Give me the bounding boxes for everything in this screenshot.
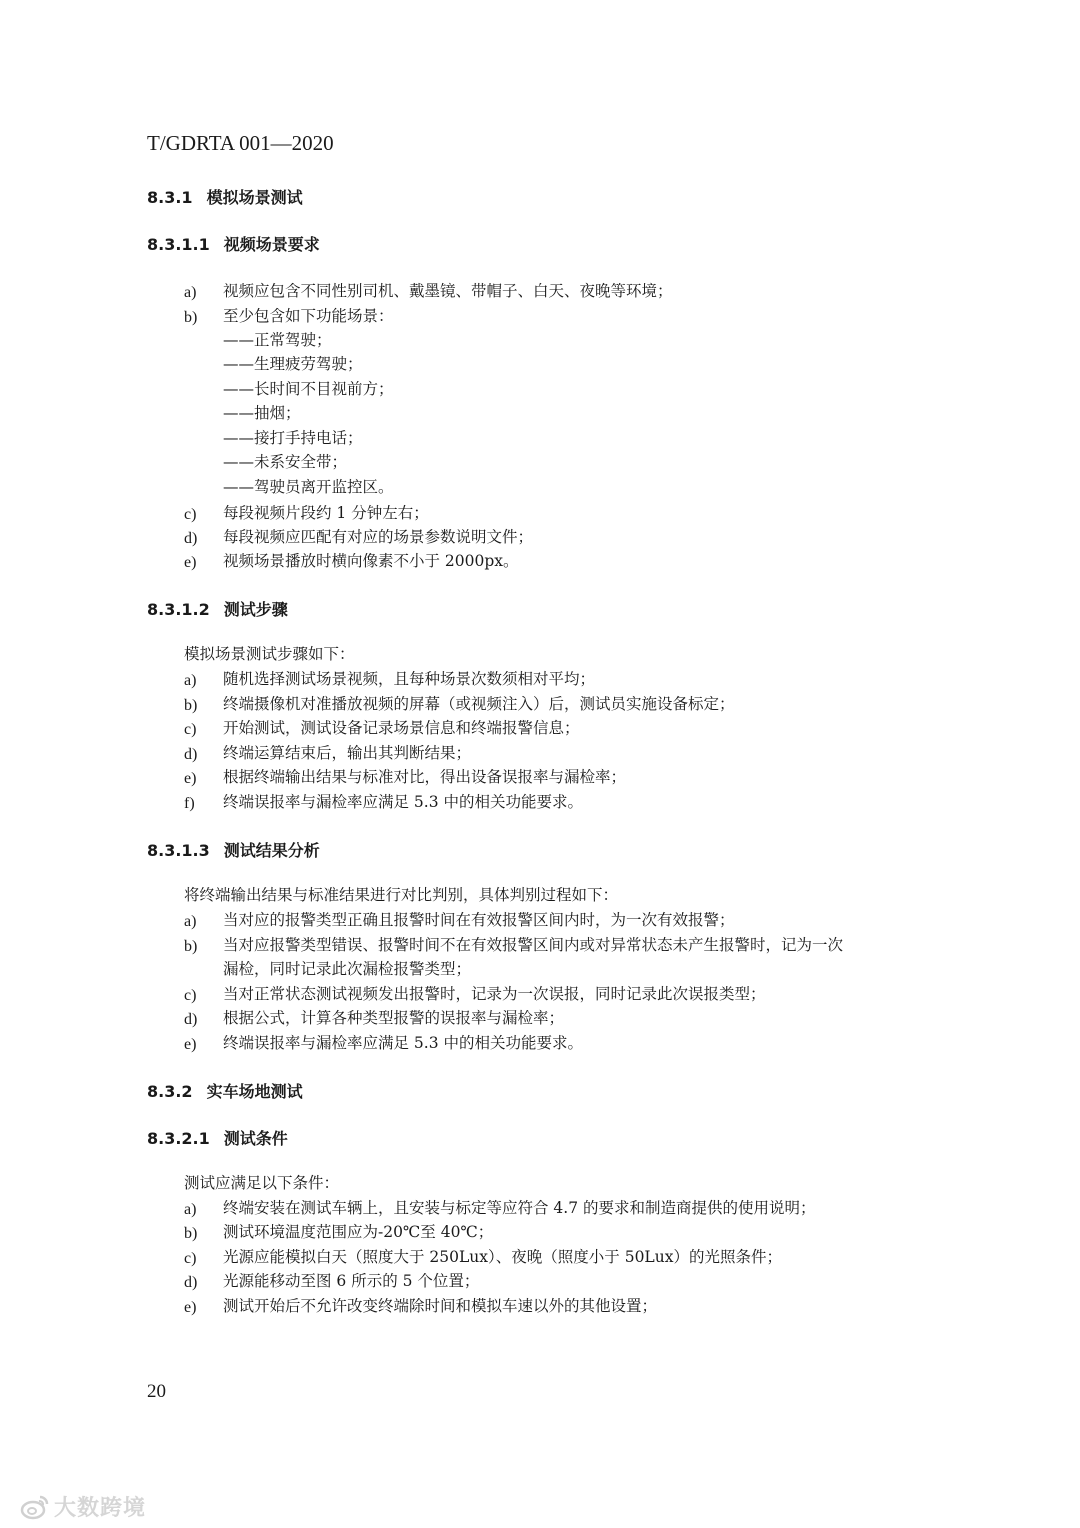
section-number: 8.3.1.3 [147, 841, 210, 860]
list-item-text: 当对正常状态测试视频发出报警时，记录为一次误报，同时记录此次误报类型； [223, 985, 766, 1003]
list-item-label: e) [184, 770, 197, 787]
list-item-label: c) [184, 506, 197, 523]
list-item-label: e) [184, 1299, 197, 1316]
watermark-text: 大数跨境 [54, 1496, 147, 1521]
section-heading-8-3-2-1 [147, 1131, 288, 1147]
list-item-text: 视频应包含不同性别司机、戴墨镜、带帽子、白天、夜晚等环境； [223, 282, 673, 300]
list-item-label: f) [184, 795, 195, 812]
list-item-text: 开始测试，测试设备记录场景信息和终端报警信息； [223, 719, 580, 737]
list-item-text: 测试开始后不允许改变终端除时间和模拟车速以外的其他设置； [223, 1297, 658, 1315]
watermark [20, 1491, 146, 1522]
list-item-text: 光源能移动至图 6 所示的 5 个位置； [223, 1272, 480, 1290]
list-item-text: 当对应的报警类型正确且报警时间在有效报警区间内时，为一次有效报警； [223, 911, 735, 929]
list-item-text: 终端误报率与漏检率应满足 5.3 中的相关功能要求。 [223, 793, 584, 811]
list-item-text: 每段视频应匹配有对应的场景参数说明文件； [223, 528, 534, 546]
list-item-label: a) [184, 672, 197, 689]
section-title: 测试结果分析 [223, 841, 320, 860]
list-item-label: c) [184, 1250, 197, 1267]
list-item-label: d) [184, 1011, 198, 1028]
list-item-text: 根据终端输出结果与标准对比，得出设备误报率与漏检率； [223, 768, 627, 786]
section-title: 模拟场景测试 [206, 188, 303, 207]
dash-list-item: ——生理疲劳驾驶； [223, 355, 363, 373]
section-number: 8.3.1 [147, 188, 193, 207]
list-item-text: 每段视频片段约 1 分钟左右； [223, 504, 429, 522]
list-item-label: d) [184, 1274, 198, 1291]
weibo-logo-icon [20, 1494, 50, 1520]
paragraph: 模拟场景测试步骤如下： [184, 645, 355, 663]
list-item-text: 随机选择测试场景视频，且每种场景次数须相对平均； [223, 670, 596, 688]
dash-list-item: ——抽烟； [223, 404, 301, 422]
section-title: 实车场地测试 [206, 1082, 303, 1101]
section-number: 8.3.2 [147, 1082, 193, 1101]
list-item-text: 当对应报警类型错误、报警时间不在有效报警区间内或对异常状态未产生报警时，记为一次 [223, 936, 844, 954]
list-item-text: 终端安装在测试车辆上，且安装与标定等应符合 4.7 的要求和制造商提供的使用说明； [223, 1199, 816, 1217]
section-title: 视频场景要求 [223, 235, 320, 254]
section-heading-8-3-1-1 [147, 237, 320, 253]
list-item-label: e) [184, 1036, 197, 1053]
section-number: 8.3.1.1 [147, 235, 210, 254]
section-number: 8.3.2.1 [147, 1129, 210, 1148]
list-item-label: b) [184, 697, 198, 714]
paragraph: 将终端输出结果与标准结果进行对比判别，具体判别过程如下： [184, 886, 619, 904]
dash-list-item: ——长时间不目视前方； [223, 380, 394, 398]
list-item-text: 测试环境温度范围应为-20℃至 40℃； [223, 1223, 494, 1241]
list-item-text: 至少包含如下功能场景： [223, 307, 394, 325]
dash-list-item: ——未系安全带； [223, 453, 348, 471]
list-item-label: c) [184, 987, 197, 1004]
list-item-text: 视频场景播放时横向像素不小于 2000px。 [223, 552, 519, 570]
dash-list-item: ——正常驾驶； [223, 331, 332, 349]
section-heading-8-3-1 [147, 190, 303, 206]
list-item-label: a) [184, 284, 197, 301]
list-item-label: a) [184, 913, 197, 930]
list-item-label: b) [184, 1225, 198, 1242]
list-item-text: 光源应能模拟白天（照度大于 250Lux）、夜晚（照度小于 50Lux）的光照条件； [223, 1248, 782, 1266]
list-item-continuation: 漏检，同时记录此次漏检报警类型； [223, 960, 472, 978]
list-item-label: e) [184, 554, 197, 571]
list-item-text: 终端运算结束后，输出其判断结果； [223, 744, 472, 762]
paragraph: 测试应满足以下条件： [184, 1174, 340, 1192]
list-item-label: d) [184, 530, 198, 547]
list-item-text: 终端摄像机对准播放视频的屏幕（或视频注入）后，测试员实施设备标定； [223, 695, 735, 713]
list-item-label: b) [184, 938, 198, 955]
section-heading-8-3-2 [147, 1084, 303, 1100]
section-number: 8.3.1.2 [147, 600, 210, 619]
list-item-text: 终端误报率与漏检率应满足 5.3 中的相关功能要求。 [223, 1034, 584, 1052]
section-title: 测试条件 [223, 1129, 288, 1148]
section-heading-8-3-1-2 [147, 602, 288, 618]
section-title: 测试步骤 [223, 600, 288, 619]
list-item-label: d) [184, 746, 198, 763]
list-item-label: b) [184, 309, 198, 326]
page-number: 20 [147, 1381, 166, 1402]
section-heading-8-3-1-3 [147, 843, 320, 859]
list-item-label: c) [184, 721, 197, 738]
dash-list-item: ——驾驶员离开监控区。 [223, 478, 394, 496]
dash-list-item: ——接打手持电话； [223, 429, 363, 447]
document-id: T/GDRTA 001—2020 [147, 131, 334, 155]
list-item-text: 根据公式，计算各种类型报警的误报率与漏检率； [223, 1009, 565, 1027]
list-item-label: a) [184, 1201, 197, 1218]
